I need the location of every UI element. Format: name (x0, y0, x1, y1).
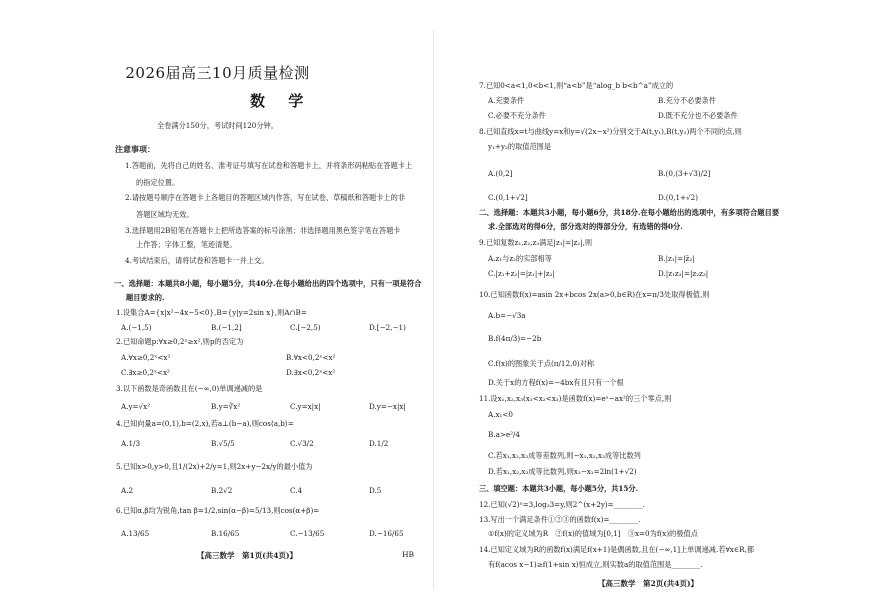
question-12: 12.已知(√2)ˣ=3,log₃3=y,则2^(x+2y)=________. (479, 500, 645, 509)
q3-option-b: B.y=∛x² (211, 402, 241, 411)
note-line: 答题区域均无效。 (136, 210, 194, 219)
section2-heading-cont: 求.全部选对的得6分，部分选对的得部分分，有选错的得0分. (488, 222, 683, 231)
q10-option-c: C.f(x)的图象关于点(π/12,0)对称 (488, 359, 595, 368)
question-6: 6.已知α,β均为锐角,tan β=1/2,sin(α−β)=5/13,则cos(α+β)= (116, 506, 320, 515)
q2-option-b: B.∀x<0,2ˣ<x² (286, 353, 336, 362)
page-code: HB (402, 550, 415, 559)
q9-option-c: C.|z₁+z₂|=|z₁|+|z₂| (488, 269, 555, 278)
question-9: 9.已知复数z₁,z₂,z₃满足|z₁|=|z₂|,则 (479, 238, 593, 247)
q9-option-a: A.z₁与z₂的实部相等 (488, 254, 552, 263)
q7-option-d: D.既不充分也不必要条件 (658, 111, 738, 120)
q7-option-a: A.充要条件 (488, 96, 525, 105)
q6-option-d: D.−16/65 (369, 529, 404, 538)
note-line: 2.请按题号顺序在答题卡上各题目的答题区域内作答，写在试卷、草稿纸和答题卡上的非 (125, 193, 405, 202)
note-line: 1.答题前，先将自己的姓名、准考证号填写在试卷和答题卡上，并将条形码粘贴在答题卡上 (125, 161, 413, 170)
q11-option-a: A.x₁<0 (488, 410, 514, 419)
q7-option-b: B.充分不必要条件 (658, 96, 716, 105)
q4-option-c: C.√3/2 (290, 439, 314, 448)
question-4: 4.已知向量a=(0,1),b=(2,x),若a⊥(b−a),则cos⟨a,b⟩= (116, 419, 294, 428)
section2-heading: 二、选择题：本题共3小题，每小题6分，共18分.在每小题给出的选项中，有多项符合题目要 (479, 208, 780, 217)
q3-option-a: A.y=√x² (121, 402, 151, 411)
q8-option-a: A.(0,2] (488, 169, 513, 178)
q11-option-b: B.a>e²/4 (488, 430, 521, 439)
q2-option-c: C.∃x≥0,2ˣ<x² (121, 368, 170, 377)
exam-subject: 数 学 (250, 92, 313, 110)
question-13: 13.写出一个满足条件①②③的函数f(x)=________. (479, 515, 641, 524)
question-8: 8.已知直线x=t与曲线y=x和y=√(2x−x²)分别交于A(t,y₁),B(t,y₂)两个不同的点,则 (479, 127, 742, 136)
q5-option-c: C.4 (290, 486, 303, 495)
q11-option-d: D.若x₁,x₂,x₃成等比数列,则x₃−x₁=2ln(1+√2) (488, 467, 637, 476)
question-14: 14.已知定义域为R的函数f(x)满足f(x+1)是偶函数,且在(−∞,1]上单调递减.若∀x∈R,都 (479, 545, 755, 554)
q11-option-c: C.若x₁,x₂,x₃成等差数列,则−x₁,x₂,x₃成等比数列 (488, 451, 641, 460)
q8-option-b: B.(0,(3+√3)/2] (658, 169, 711, 178)
question-1: 1.设集合A={x|x²−4x−5<0},B={y|y=2sin x},则A∩B= (116, 308, 307, 317)
q6-option-b: B.16/65 (211, 529, 240, 538)
q9-option-b: B.|z₁|=|z̄₂| (658, 254, 695, 263)
question-2: 2.已知命题p:∀x≥0,2ˣ≥x²,则p的否定为 (116, 337, 244, 346)
q7-option-c: C.必要不充分条件 (488, 111, 546, 120)
q1-option-c: C.[−2,5) (290, 323, 321, 332)
note-line: 3.选择题用2B铅笔在答题卡上把所选答案的标号涂黑；非选择题用黑色签字笔在答题卡 (125, 226, 401, 235)
note-line: 4.考试结束后，请将试卷和答题卡一并上交。 (125, 256, 269, 265)
q1-option-a: A.(−1,5) (121, 323, 152, 332)
question-5: 5.已知x>0,y>0,且1/(2x)+2/y=1,则2x+y−2x/y的最小值为 (116, 462, 313, 471)
question-8-cont: y₁+y₂的取值范围是 (488, 142, 552, 151)
exam-page-2 (435, 0, 870, 615)
q1-option-d: D.[−2,−1) (369, 323, 406, 332)
q2-option-d: D.∃x<0,2ˣ<x² (286, 368, 336, 377)
question-14-cont: 有f(acos x−1)≥f(1+sin x)恒成立,则实数a的取值范围是________. (488, 560, 703, 569)
question-3: 3.以下函数是奇函数且在(−∞,0)单调递减的是 (116, 384, 263, 393)
q6-option-a: A.13/65 (121, 529, 150, 538)
exam-title: 2026届高三10月质量检测 (125, 64, 310, 82)
note-line: 上作答；字体工整，笔迹清楚。 (136, 240, 237, 249)
page-footer: 【高三数学 第2页(共4页)】 (598, 579, 699, 588)
question-13-conditions: ①f(x)的定义域为R ②f(x)的值域为[0,1] ③x=0为f(x)的极值点 (488, 529, 698, 538)
q5-option-b: B.2√2 (211, 486, 233, 495)
q10-option-a: A.b=−√3a (488, 311, 526, 320)
q4-option-d: D.1/2 (369, 439, 389, 448)
question-10: 10.已知函数f(x)=asin 2x+bcos 2x(a>0,b∈R)在x=π/3处取得极值,则 (479, 290, 710, 299)
q6-option-c: C.−13/65 (290, 529, 325, 538)
q4-option-a: A.1/3 (121, 439, 141, 448)
section1-heading-cont: 题目要求的. (126, 293, 165, 302)
note-line: 的指定位置。 (136, 178, 180, 187)
q8-option-d: D.(0,1+√2) (658, 193, 699, 202)
section3-heading: 三、填空题：本题共3小题，每小题5分，共15分. (479, 484, 639, 493)
q3-option-c: C.y=x|x| (290, 402, 321, 411)
question-7: 7.已知0<a<1,0<b<1,则“a<b”是“alog_b b<b^a”成立的 (479, 81, 674, 90)
page-footer: 【高三数学 第1页(共4页)】 (197, 551, 298, 560)
q5-option-d: D.5 (369, 486, 382, 495)
question-11: 11.设x₁,x₂,x₃(x₁<x₂<x₃)是函数f(x)=eˣ−ax²的三个零点,则 (479, 394, 672, 403)
section1-heading: 一、选择题：本题共8小题，每小题5分，共40分.在每小题给出的四个选项中，只有一项是符合 (114, 279, 422, 288)
page-divider (433, 30, 434, 590)
q1-option-b: B.(−1,2] (211, 323, 242, 332)
q5-option-a: A.2 (121, 486, 134, 495)
q2-option-a: A.∀x≥0,2ˣ<x² (121, 353, 171, 362)
notes-title: 注意事项： (115, 144, 155, 154)
q10-option-b: B.f(4π/3)=−2b (488, 334, 542, 343)
q4-option-b: B.√5/5 (211, 439, 235, 448)
q3-option-d: D.y=−x|x| (369, 402, 406, 411)
q9-option-d: D.|z₁z₃|=|z₂z₃| (658, 269, 709, 278)
exam-subtitle: 全卷满分150分，考试时间120分钟。 (157, 121, 278, 130)
q10-option-d: D.关于x的方程f(x)=−4bx有且只有一个根 (488, 378, 624, 387)
q8-option-c: C.(0,1+√2] (488, 193, 528, 202)
